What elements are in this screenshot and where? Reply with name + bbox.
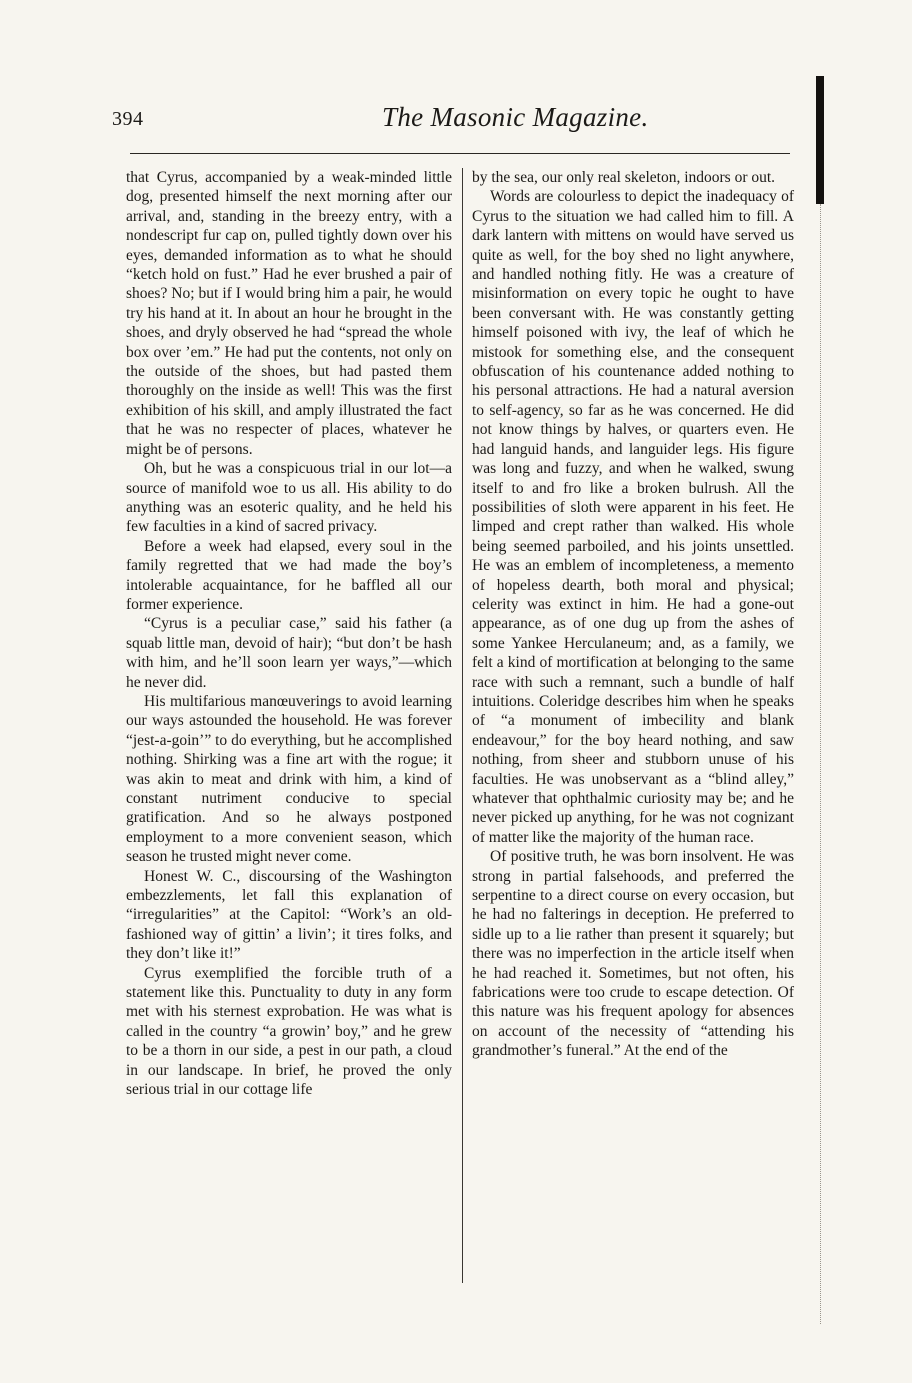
column-divider [462, 168, 463, 1283]
paragraph: that Cyrus, accompanied by a weak-minded little dog, presented himself the next morning after our arrival, and, standing in the breezy entry, with a nondescript fur cap on, pulled tightly down over his eyes, demanded information as to what he should “ketch hold on fust.” Had he ever brushed a pair of shoes? No; but if I would bring him a pair, he would try his hand at it. In about an hour he brought in the shoes, and dryly observed he had “spread the whole box over ’em.” He had put the contents, not only on the outside of the shoes, but had pasted them thoroughly on the inside as well! This was the first exhibition of his skill, and amply illustrated the fact that he was no respecter of places, whatever he might be of persons. [126, 169, 452, 458]
paragraph: His multifarious manœuverings to avoid learning our ways astounded the household. He was forever “jest-a-goin’” to do everything, but he accomplished nothing. Shirking was a fine art with the rogue; it was akin to meat and drink with him, a kind of constant nutriment conducive to special gratification. And so he always postponed employment to a more convenient season, which season he trusted might never come. [126, 692, 452, 866]
paragraph: by the sea, our only real skeleton, indoors or out. [472, 169, 776, 186]
paragraph: Honest W. C., discoursing of the Washington embezzlements, let fall this explanation of “irregularities” at the Capitol: “Work’s an old-fashioned way of gittin’ a livin’; it tires folks, and they don’t like it!” [126, 867, 452, 963]
scan-edge-bar [816, 76, 824, 204]
page-number: 394 [112, 108, 144, 130]
page-header [112, 102, 792, 142]
paragraph: Words are colourless to depict the inadequacy of Cyrus to the situation we had called him to fill. A dark lantern with mittens on would have served us quite as well, for the boy shed no light anywhere, and handled nothing fitly. He was a creature of misinformation on every topic he ought to have been conversant with. He was constantly getting himself poisoned with ivy, the leaf of which he mistook for something else, and the consequent obfuscation of his countenance added nothing to his personal attractions. He had a natural aversion to self-agency, so far as he was concerned. He did not know things by halves, or quarters even. He had languid hands, and languider legs. His figure was long and fuzzy, and when he walked, swung itself to and fro like a broken bulrush. All the possibilities of sloth were apparent in his feet. He limped and crept rather than walked. His whole being seemed parboiled, and his joints unsettled. He was an emblem of incompleteness, a memento of hopeless dearth, both moral and physical; celerity was extinct in him. He had a gone-out appearance, as of one dug up from the ashes of some Yankee Herculaneum; and, as a family, we felt a kind of mortification at belonging to the same race with such a remnant, such a bundle of half intuitions. Coleridge describes him when he speaks of “a monument of imbecility and blank endeavour,” for the boy heard nothing, and saw nothing, from sheer and stubborn unuse of his faculties. He was unobservant as a “blind alley,” whatever that ophthalmic curiosity may be; and he never picked up anything, for he was not cognizant of matter like the majority of the human race. [472, 188, 794, 846]
paragraph: Oh, but he was a conspicuous trial in our lot—a source of manifold woe to us all. His ability to do anything was an esoteric quality, and he held his few faculties in a kind of sacred privacy. [126, 460, 452, 536]
paragraph: Of positive truth, he was born insolvent. He was strong in partial falsehoods, and preferred the serpentine to a direct course on every occasion, but he had no falterings in deception. He preferred to sidle up to a lie rather than present it squarely; but there was no imperfection in the article itself when he had reached it. Sometimes, but not often, his fabrications were too crude to escape detection. Of this nature was his frequent apology for absences on account of the necessity of “attending his grandmother’s funeral.” At the end of the [472, 848, 794, 1060]
paragraph: Before a week had elapsed, every soul in the family regretted that we had made the boy’s intolerable acquaintance, for he baffled all our former experience. [126, 537, 452, 613]
left-column [126, 168, 452, 1100]
right-column [472, 168, 794, 1061]
running-title: The Masonic Magazine. [382, 102, 649, 132]
paragraph: “Cyrus is a peculiar case,” said his father (a squab little man, devoid of hair); “but don’t be hash with him, and he’ll soon learn yer ways,”—which he never did. [126, 615, 452, 691]
scan-edge-line [820, 204, 821, 1324]
paragraph: Cyrus exemplified the forcible truth of a statement like this. Punctuality to duty in any form met with his sternest exprobation. He was what is called in the country “a growin’ boy,” and he grew to be a thorn in our side, a pest in our path, a cloud in our landscape. In brief, he proved the only serious trial in our cottage life [126, 964, 452, 1099]
header-rule [130, 153, 790, 154]
